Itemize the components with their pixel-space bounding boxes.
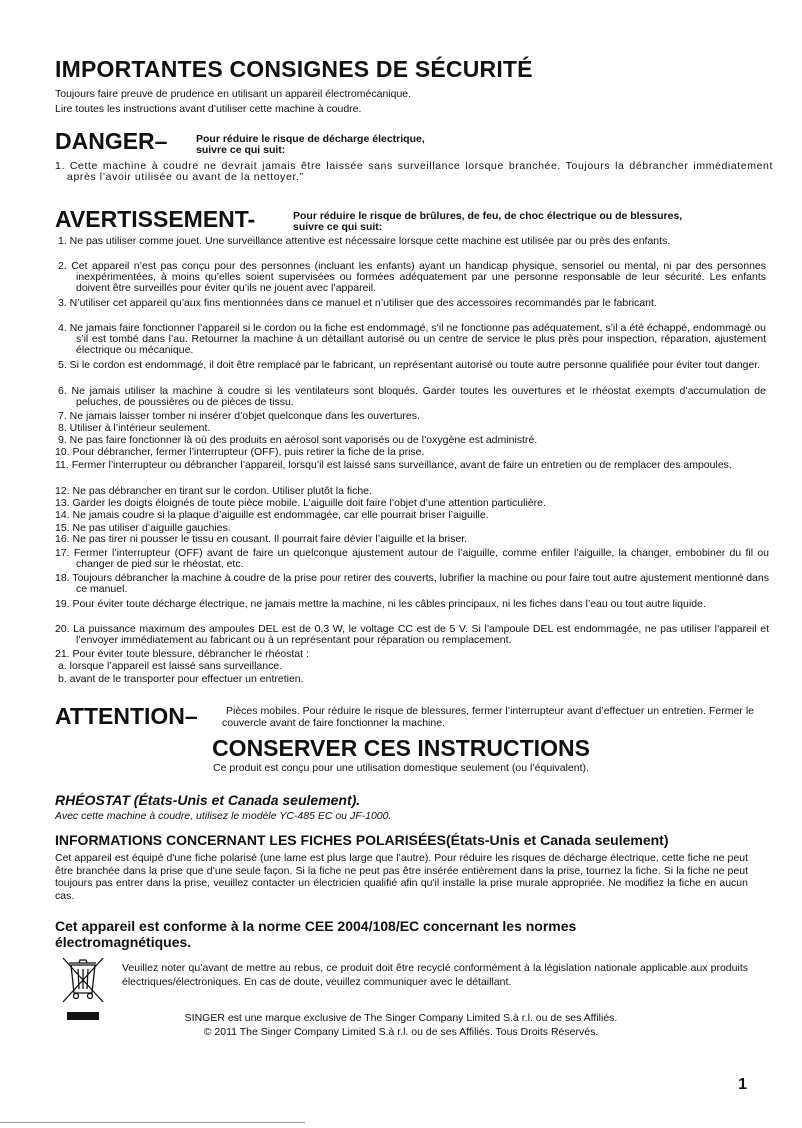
attention-dash: –	[184, 703, 198, 729]
danger-label-text: DANGER	[55, 128, 155, 154]
list-item: 20. La puissance maximum des ampoules DEL est de 0,3 W, le voltage CC est de 5 V. Si l’ampoule DEL est endommagée, ne pas utiliser l’appareil et l’envoyer immédiatement au fabricant ou à un représentant pour réparation ou remplacement.	[55, 623, 769, 646]
avertissement-label-text: AVERTISSEMENT	[55, 206, 248, 232]
list-item: 6. Ne jamais utiliser la machine à coudre si les ventilateurs sont bloqués. Garder toutes les ouvertures et le rhéostat exempts d’accumulation de peluches, de poussières ou de pièces de tissu.	[58, 385, 766, 408]
list-item: 16. Ne pas tirer ni pousser le tissu en cousant. Il pourrait faire dévier l’aiguille et la briser.	[55, 533, 468, 545]
list-item: 13. Garder les doigts éloignés de toute pièce mobile. L’aiguille doit faire l’objet d’une attention particulière.	[55, 497, 546, 509]
cee-title-1: Cet appareil est conforme à la norme CEE 2004/108/EC concernant les normes	[55, 918, 577, 934]
cee-title-2: électromagnétiques.	[55, 934, 192, 950]
list-item: 17. Fermer l’interrupteur (OFF) avant de faire un quelconque ajustement autour de l’aiguille, comme enfiler l’aiguille, la changer, embobiner du fil ou changer de pied sur le rhéostat, etc.	[55, 547, 769, 570]
list-item: 10. Pour débrancher, fermer l’interrupteur (OFF), puis retirer la fiche de la prise.	[55, 446, 425, 458]
danger-subtitle	[196, 134, 425, 156]
danger-dash: –	[154, 128, 168, 154]
cee-title	[55, 918, 576, 950]
list-item: a. lorsque l’appareil est laissé sans surveillance.	[58, 660, 283, 672]
fiches-title: INFORMATIONS CONCERNANT LES FICHES POLARISÉES(États-Unis et Canada seulement)	[55, 832, 669, 848]
list-item: b. avant de le transporter pour effectuer un entretien.	[58, 673, 304, 685]
fiches-text: Cet appareil est équipé d'une fiche polarisé (une lame est plus large que l’autre). Pour réduire les risques de décharge électrique, cette fiche ne peut être branchée dans la prise que d’une seule façon. Si la fiche ne peut pas être insérée entièrement dans la prise, tournez la fiche. Si la fiche ne peut toujours pas entrer dans la prise, veuillez contacter un électricien qualifié afin qu'il installe la prise murale appropriée. Ne modifiez la fiche en aucun cas.	[55, 852, 748, 902]
footer-line-2: © 2011 The Singer Company Limited S.à r.l. ou de ses Affiliés. Tous Droits Réservés.	[203, 1026, 599, 1038]
intro-line-2: Lire toutes les instructions avant d’utiliser cette machine à coudre.	[55, 103, 362, 115]
page-number: 1	[738, 1076, 747, 1093]
page-title: IMPORTANTES CONSIGNES DE SÉCURITÉ	[55, 56, 533, 82]
bottom-divider	[0, 1122, 305, 1123]
avertissement-subtitle-2: suivre ce qui suit:	[293, 221, 383, 233]
danger-item: 1. Cette machine à coudre ne devrait jamais être laissée sans surveillance lorsque branchée. Toujours la débrancher immédiatement après l’avoir utilisée ou avant de la nettoyer.”	[55, 160, 773, 183]
list-item: 18. Toujours débrancher la machine à coudre de la prise pour retirer des couverts, lubrifier la machine ou pour faire tout autre ajustement mentionné dans ce manuel.	[55, 572, 769, 595]
attention-label	[55, 703, 198, 730]
cee-text: Veuillez noter qu’avant de mettre au rebus, ce produit doit être recyclé conformément à la législation nationale applicable aux produits électriques/électroniques. En cas de doute, veuillez communiquer avec le détaillant.	[122, 962, 748, 988]
list-item: 4. Ne jamais faire fonctionner l’appareil si le cordon ou la fiche est endommagé, s’il ne fonctionne pas adéquatement, s’il a été échappé, endommagé ou s’il est tombé dans l’au. Retourner la machine à un détaillant autorisé ou un centre de service le plus près pour inspection, réparation, ajustement électrique ou mécanique.	[58, 322, 766, 356]
list-item: 12. Ne pas débrancher en tirant sur le cordon. Utiliser plutôt la fiche.	[55, 485, 372, 497]
list-item: 5. Si le cordon est endommagé, il doit être remplacé par le fabricant, un représentant autorisé ou toute autre personne qualifiée pour éviter tout danger.	[58, 359, 761, 371]
conserver-title: CONSERVER CES INSTRUCTIONS	[212, 735, 590, 761]
attention-label-text: ATTENTION	[55, 703, 185, 729]
intro-line-1: Toujours faire preuve de prudence en utilisant un appareil électromécanique.	[55, 88, 412, 100]
list-item: 15. Ne pas utiliser d’aiguille gauchies.	[55, 522, 231, 534]
conserver-subtitle: Ce produit est conçu pour une utilisation domestique seulement (ou l’équivalent).	[213, 762, 589, 774]
list-item: 2. Cet appareil n’est pas conçu pour des personnes (incluant les enfants) ayant un handicap physique, sensoriel ou mental, ni par des personnes inexpérimentées, à moins qu’elles soient supervisées ou formées adéquatement par une personne responsable de leur sécurité. Les enfants doivent être surveillés pour éviter qu’ils ne jouent avec l’appareil.	[58, 260, 766, 294]
avertissement-label	[55, 206, 255, 233]
list-item: 1. Ne pas utiliser comme jouet. Une surveillance attentive est nécessaire lorsque cette machine est utilisée par ou près des enfants.	[58, 235, 671, 247]
avertissement-subtitle-1: Pour réduire le risque de brûlures, de feu, de choc électrique ou de blessures,	[293, 210, 683, 222]
danger-label	[55, 128, 167, 155]
list-item: 21. Pour éviter toute blessure, débrancher le rhéostat :	[55, 648, 309, 660]
attention-text: Pièces mobiles. Pour réduire le risque de blessures, fermer l’interrupteur avant d’effectuer un entretien. Fermer le couvercle avant de faire fonctionner la machine.	[222, 705, 754, 729]
list-item: 14. Ne jamais coudre si la plaque d’aiguille est endommagée, car elle pourrait briser l’aiguille.	[55, 509, 489, 521]
footer-line-1: SINGER est une marque exclusive de The Singer Company Limited S.à r.l. ou de ses Affiliés.	[184, 1012, 618, 1024]
danger-subtitle-2: suivre ce qui suit:	[196, 144, 286, 156]
list-item: 11. Fermer l’interrupteur ou débrancher l’appareil, lorsqu’il est laissé sans surveillance, avant de faire un entretien ou de remplacer des ampoules.	[55, 459, 732, 471]
list-item: 3. N’utiliser cet appareil qu’aux fins mentionnées dans ce manuel et n’utiliser que des accessoires recommandés par le fabricant.	[58, 297, 657, 309]
list-item: 19. Pour éviter toute décharge électrique, ne jamais mettre la machine, ni les câbles principaux, ni les fiches dans l’eau ou tout autre liquide.	[55, 598, 706, 610]
list-item: 7. Ne jamais laisser tomber ni insérer d’objet quelconque dans les ouvertures.	[58, 410, 420, 422]
rheostat-title: RHÉOSTAT (États-Unis et Canada seulement).	[55, 792, 361, 808]
avertissement-dash: -	[247, 206, 256, 232]
danger-subtitle-1: Pour réduire le risque de décharge électrique,	[196, 133, 425, 145]
rheostat-text: Avec cette machine à coudre, utilisez le modèle YC-485 EC ou JF-1000.	[55, 810, 392, 822]
list-item: 9. Ne pas faire fonctionner là où des produits en aérosol sont vaporisés ou de l’oxygène est administré.	[58, 434, 538, 446]
avertissement-subtitle	[293, 211, 682, 233]
list-item: 8. Utiliser à l’intérieur seulement.	[58, 422, 211, 434]
